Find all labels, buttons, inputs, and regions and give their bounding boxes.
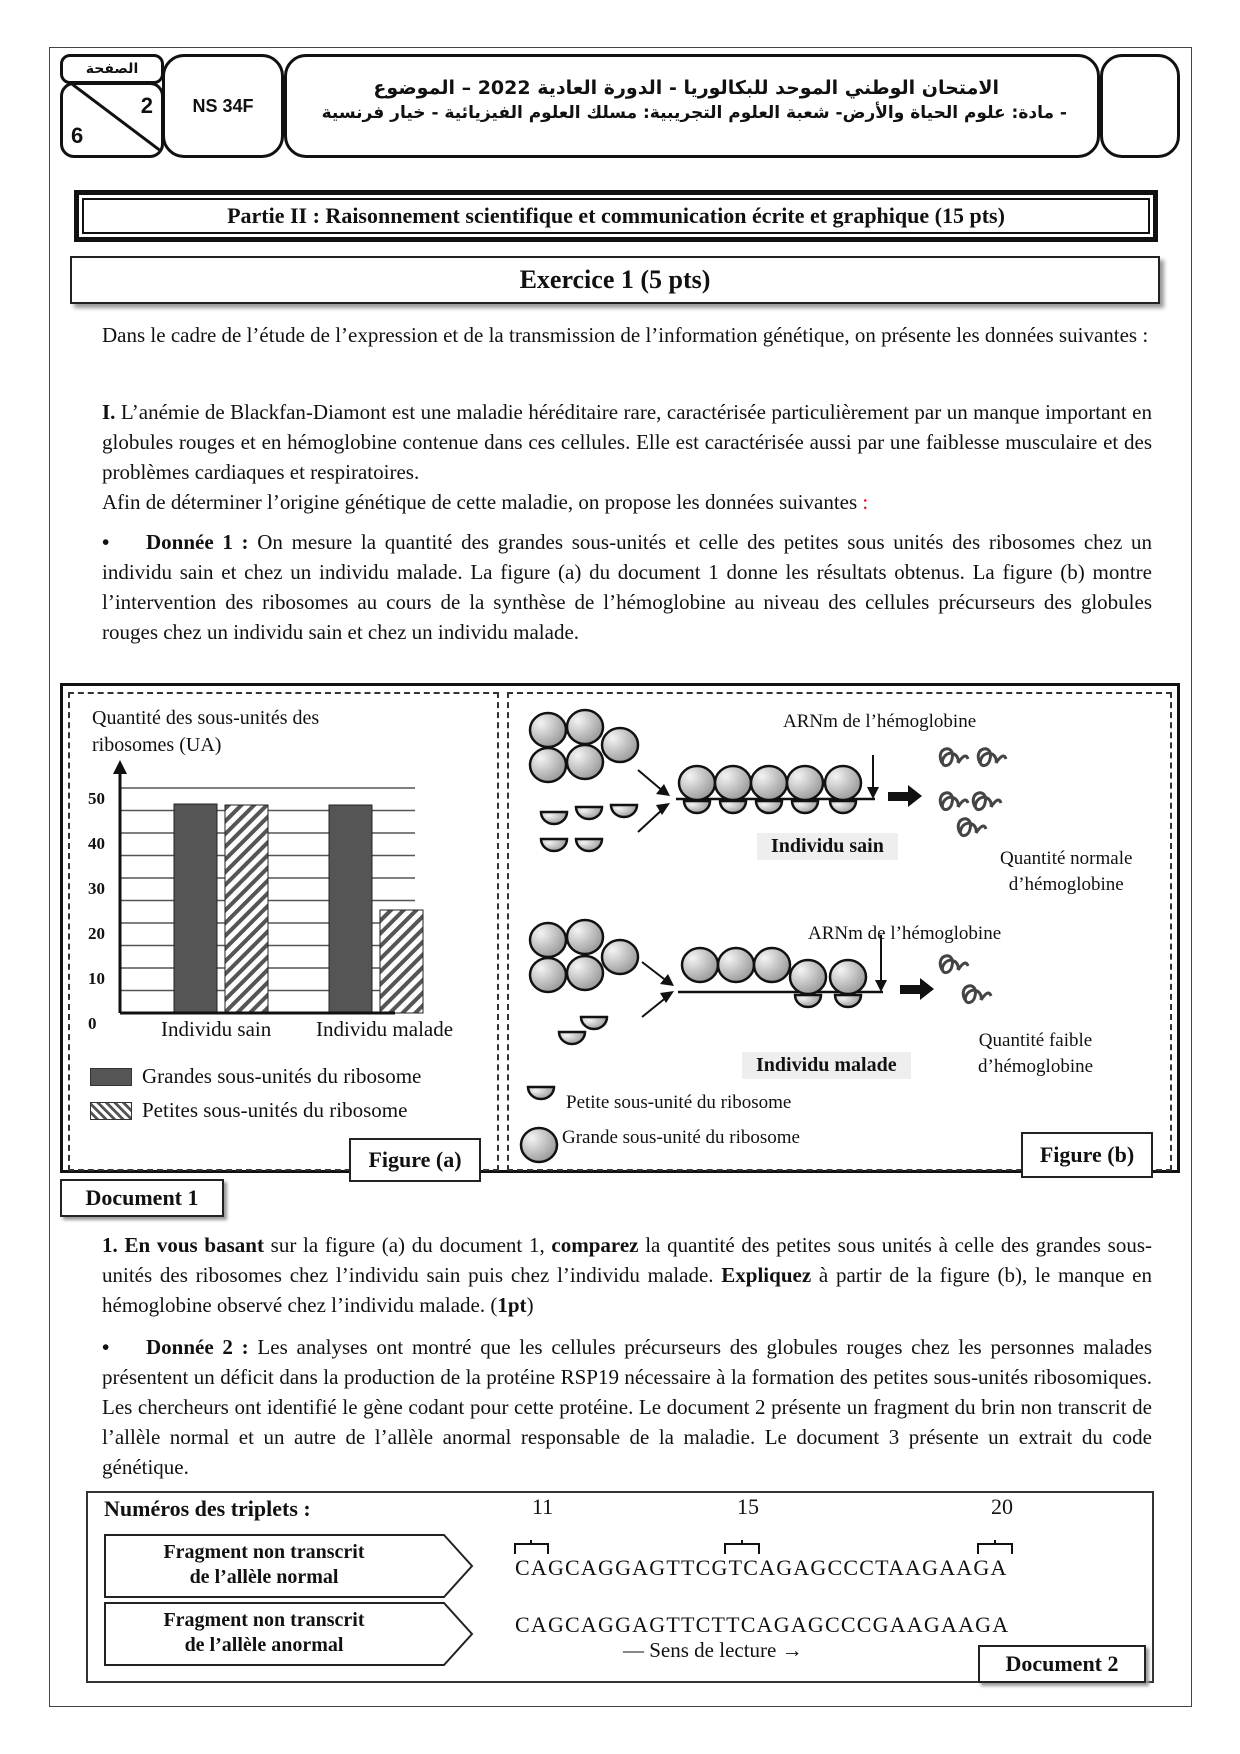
donnee1-label: Donnée 1 : bbox=[146, 530, 249, 554]
bar-sick-small bbox=[380, 910, 423, 1013]
normal-allele-text: Fragment non transcrit de l’allèle normal bbox=[163, 1541, 365, 1588]
triplet-number-11: 11 bbox=[532, 1494, 554, 1519]
triplet-number-15: 15 bbox=[737, 1494, 759, 1519]
bullet-icon: • bbox=[102, 1335, 110, 1359]
donnee2-text: Les analyses ont montré que les cellules précurseurs des globules rouges chez les personnes malades présentent un déficit dans la production de la protéine RSP19 nécessaire à la formation des petites sous-unités ribosomiques. Les chercheurs ont identifié le gène codant pour cette protéine. Le document 2 présente un fragment du brin non transcrit de l’allèle normal et un autre de l’allèle anormal responsable de la maladie. Le document 3 présente un extrait du code génétique. bbox=[102, 1335, 1152, 1479]
bar-sick-large bbox=[329, 805, 372, 1013]
normal-sequence: CAGCAGGAGTTCGTCAGAGCCCTAAGAAGA bbox=[515, 1555, 1008, 1580]
exam-title-line2: - مادة: علوم الحياة والأرض- شعبة العلوم التجريبية: مسلك العلوم الفيزيائية - خيار فرنسية bbox=[321, 103, 1067, 123]
donnee2-label: Donnée 2 : bbox=[146, 1335, 249, 1359]
donnee1-text: On mesure la quantité des grandes sous-unités et celle des petites sous unités des ribosomes chez un individu sain et chez un individu malade. La figure (a) du document 1 donne les résultats obtenus. La figure (b) montre l’intervention des ribosomes au cours de la synthèse de l’hémoglobine au niveau des cellules précurseurs des globules rouges chez un individu sain et chez un individu malade. bbox=[102, 530, 1152, 644]
section1-text: L’anémie de Blackfan-Diamont est une maladie héréditaire rare, caractérisée particulièrement par un manque important en globules rouges et en hémoglobine contenue dans ces cellules. Elle est caractérisée aussi par une faiblesse musculaire et des problèmes cardiaques et respiratoires. bbox=[102, 400, 1152, 484]
document-1-tag: Document 1 bbox=[60, 1179, 224, 1217]
y-axis-ticks bbox=[88, 776, 105, 1046]
page-total: 6 bbox=[71, 123, 84, 148]
q1-text: ) bbox=[526, 1293, 534, 1317]
exercise-title: Exercice 1 (5 pts) bbox=[70, 256, 1160, 304]
document-2-tag: Document 2 bbox=[978, 1645, 1146, 1683]
healthy-result bbox=[1000, 846, 1132, 898]
ytick: 30 bbox=[88, 879, 105, 898]
legend-label: Petites sous-unités du ribosome bbox=[142, 1098, 408, 1122]
x-category-healthy: Individu sain bbox=[161, 1017, 272, 1041]
healthy-result-line1: Quantité normale bbox=[1000, 848, 1133, 869]
legend-large-subunit: Grande sous-unité du ribosome bbox=[562, 1127, 800, 1148]
donnee1-paragraph bbox=[102, 527, 1152, 647]
exam-title bbox=[284, 54, 1100, 158]
intro-paragraph: Dans le cadre de l’étude de l’expression et de la transmission de l’information génétique, on présente les données suivantes : bbox=[102, 323, 1149, 347]
legend-swatch-dark bbox=[90, 1068, 132, 1086]
legend-swatch-hatched bbox=[90, 1102, 132, 1120]
mrna-label-sick: ARNm de l’hémoglobine bbox=[808, 923, 1002, 944]
exam-code: NS 34F bbox=[162, 54, 284, 158]
legend-large bbox=[90, 1064, 421, 1089]
section1-paragraph bbox=[102, 397, 1152, 517]
reading-direction: — Sens de lecture → bbox=[623, 1638, 803, 1662]
bar-healthy-small bbox=[225, 805, 268, 1013]
section1-lead-colon: : bbox=[862, 490, 869, 514]
section1-marker: I. bbox=[102, 400, 116, 424]
normal-allele-label bbox=[104, 1534, 474, 1598]
chart-y-label bbox=[92, 705, 319, 759]
sick-label: Individu malade bbox=[742, 1052, 911, 1079]
sick-result-line1: Quantité faible bbox=[978, 1030, 1093, 1051]
ytick: 10 bbox=[88, 969, 105, 988]
question-1 bbox=[102, 1230, 1152, 1320]
legend-small bbox=[90, 1098, 407, 1123]
ytick: 20 bbox=[88, 924, 105, 943]
chart-y-label-line2: ribosomes (UA) bbox=[92, 734, 222, 756]
q1-verb-compare: comparez bbox=[551, 1233, 639, 1257]
chart-y-label-line1: Quantité des sous-unités des bbox=[92, 707, 320, 729]
triplet-header: Numéros des triplets : bbox=[104, 1496, 311, 1521]
abnormal-allele-label bbox=[104, 1602, 474, 1666]
page-current: 2 bbox=[140, 93, 153, 118]
page-number-box bbox=[60, 82, 164, 158]
figure-b-tag: Figure (b) bbox=[1021, 1132, 1153, 1178]
part-title-box bbox=[74, 190, 1158, 242]
healthy-label: Individu sain bbox=[757, 833, 898, 860]
exam-title-line1: الامتحان الوطني الموحد للبكالوريا - الدورة العادية 2022 – الموضوع bbox=[373, 77, 999, 99]
bar-healthy-large bbox=[174, 804, 217, 1013]
abnormal-allele-text: Fragment non transcrit de l’allèle anormal bbox=[163, 1609, 365, 1656]
legend-small-subunit: Petite sous-unité du ribosome bbox=[566, 1092, 792, 1113]
mrna-label-healthy: ARNm de l’hémoglobine bbox=[783, 711, 977, 732]
part-title: Partie II : Raisonnement scientifique et communication écrite et graphique (15 pts) bbox=[82, 198, 1150, 234]
q1-text: à partir de la figure (b), le manque en hémoglobine observé chez l’individu malade. ( bbox=[102, 1263, 1152, 1317]
triplet-number-20: 20 bbox=[991, 1494, 1013, 1519]
abnormal-sequence: CAGCAGGAGTTCTTCAGAGCCCGAAGAAGA bbox=[515, 1612, 1010, 1637]
legend-label: Grandes sous-unités du ribosome bbox=[142, 1064, 422, 1088]
figure-a-tag: Figure (a) bbox=[349, 1138, 481, 1182]
ytick: 0 bbox=[88, 1014, 97, 1033]
q1-verb-explain: Expliquez bbox=[721, 1263, 812, 1287]
ytick: 40 bbox=[88, 834, 105, 853]
sick-result-line2: d’hémoglobine bbox=[978, 1056, 1094, 1077]
q1-points: 1pt bbox=[497, 1293, 527, 1317]
bullet-icon: • bbox=[102, 530, 110, 554]
sick-result bbox=[978, 1028, 1093, 1080]
ytick: 50 bbox=[88, 789, 105, 808]
donnee2-paragraph bbox=[102, 1332, 1152, 1482]
q1-text: sur la figure (a) du document 1, bbox=[263, 1233, 552, 1257]
page-label: الصفحة bbox=[60, 54, 164, 84]
section1-lead: Afin de déterminer l’origine génétique de cette maladie, on propose les données suivantes bbox=[102, 490, 863, 514]
bar-chart bbox=[80, 760, 480, 1050]
q1-lead: 1. En vous basant bbox=[102, 1233, 264, 1257]
q1-text: la quantité des petites sous unités à celle des grandes sous-unités des ribosomes chez l’individu sain puis chez l’individu malade. bbox=[102, 1233, 1152, 1287]
blank-box bbox=[1100, 54, 1180, 158]
x-category-sick: Individu malade bbox=[316, 1017, 454, 1041]
healthy-result-line2: d’hémoglobine bbox=[1008, 874, 1124, 895]
